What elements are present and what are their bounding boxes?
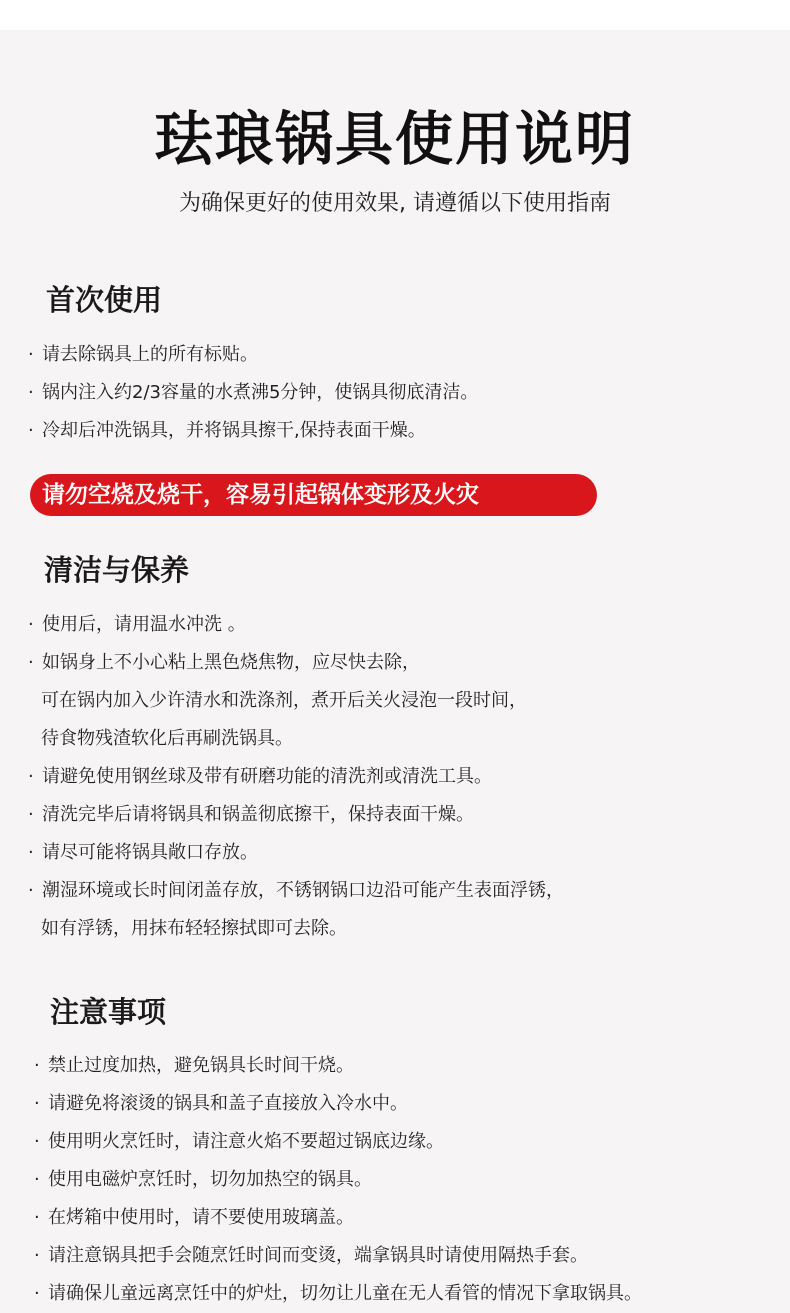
bullet: ·: [34, 1169, 40, 1190]
bullet: ·: [28, 804, 34, 825]
section-heading-notes: 注意事项: [50, 995, 167, 1029]
bullet: ·: [28, 420, 34, 441]
list-item: [28, 872, 564, 910]
top-strip: [0, 0, 790, 30]
list-item: [28, 834, 564, 872]
list-item-continuation: [28, 720, 564, 758]
bullet: ·: [34, 1131, 40, 1152]
page-title: 珐琅锅具使用说明: [154, 105, 635, 173]
list-item-continuation: [28, 910, 564, 948]
list-item-text: 潮湿环境或长时间闭盖存放，不锈钢锅口边沿可能产生表面浮锈，: [42, 880, 564, 901]
list-item-text: 可在锅内加入少许清水和洗涤剂，煮开后关火浸泡一段时间，: [41, 690, 527, 711]
bullet: ·: [28, 766, 34, 787]
list-item-text: 使用明火烹饪时，请注意火焰不要超过锅底边缘。: [48, 1131, 444, 1152]
page-subtitle: 为确保更好的使用效果, 请遵循以下使用指南: [179, 191, 611, 216]
cleaning-list: [28, 606, 564, 948]
list-item: [28, 336, 478, 374]
bullet: ·: [34, 1245, 40, 1266]
bullet: ·: [28, 842, 34, 863]
list-item-text: 锅内注入约2/3容量的水煮沸5分钟，使锅具彻底清洁。: [42, 382, 479, 403]
list-item: [34, 1275, 642, 1313]
list-item: [34, 1161, 642, 1199]
list-item-text: 请去除锅具上的所有标贴。: [42, 344, 258, 365]
notes-list: [34, 1047, 642, 1313]
list-item-text: 在烤箱中使用时，请不要使用玻璃盖。: [48, 1207, 354, 1228]
list-item: [34, 1123, 642, 1161]
list-item: [28, 796, 564, 834]
list-item-text: 请注意锅具把手会随烹饪时间而变烫，端拿锅具时请使用隔热手套。: [48, 1245, 588, 1266]
list-item: [28, 644, 564, 682]
section-heading-cleaning: 清洁与保养: [44, 553, 190, 587]
warning-banner: 请勿空烧及烧干，容易引起锅体变形及火灾: [30, 474, 597, 516]
bullet: ·: [34, 1093, 40, 1114]
list-item-text: 禁止过度加热，避免锅具长时间干烧。: [48, 1055, 354, 1076]
list-item: [28, 412, 478, 450]
list-item-text: 请避免使用钢丝球及带有研磨功能的清洗剂或清洗工具。: [42, 766, 492, 787]
list-item-text: 使用后，请用温水冲洗 。: [42, 614, 246, 635]
list-item: [28, 758, 564, 796]
section-heading-first-use: 首次使用: [46, 283, 163, 317]
bullet: ·: [34, 1207, 40, 1228]
list-item: [34, 1237, 642, 1275]
bullet: ·: [28, 652, 34, 673]
list-item: [28, 606, 564, 644]
list-item-text: 请避免将滚烫的锅具和盖子直接放入冷水中。: [48, 1093, 408, 1114]
bullet: ·: [28, 614, 34, 635]
first-use-list: [28, 336, 478, 450]
bullet: ·: [28, 880, 34, 901]
list-item-text: 请尽可能将锅具敞口存放。: [42, 842, 258, 863]
list-item-text: 待食物残渣软化后再刷洗锅具。: [41, 728, 293, 749]
list-item-text: 请确保儿童远离烹饪中的炉灶，切勿让儿童在无人看管的情况下拿取锅具。: [48, 1283, 642, 1304]
bullet: ·: [28, 344, 34, 365]
bullet: ·: [28, 382, 34, 403]
list-item-text: 冷却后冲洗锅具，并将锅具擦干,保持表面干燥。: [42, 420, 426, 441]
list-item-text: 如有浮锈，用抹布轻轻擦拭即可去除。: [41, 918, 347, 939]
list-item: [34, 1199, 642, 1237]
list-item: [34, 1047, 642, 1085]
bullet: ·: [34, 1055, 40, 1076]
list-item-continuation: [28, 682, 564, 720]
list-item-text: 清洗完毕后请将锅具和锅盖彻底擦干，保持表面干燥。: [42, 804, 474, 825]
list-item-text: 如锅身上不小心粘上黑色烧焦物，应尽快去除，: [42, 652, 420, 673]
bullet: ·: [34, 1283, 40, 1304]
list-item: [28, 374, 478, 412]
list-item: [34, 1085, 642, 1123]
list-item-text: 使用电磁炉烹饪时，切勿加热空的锅具。: [48, 1169, 372, 1190]
